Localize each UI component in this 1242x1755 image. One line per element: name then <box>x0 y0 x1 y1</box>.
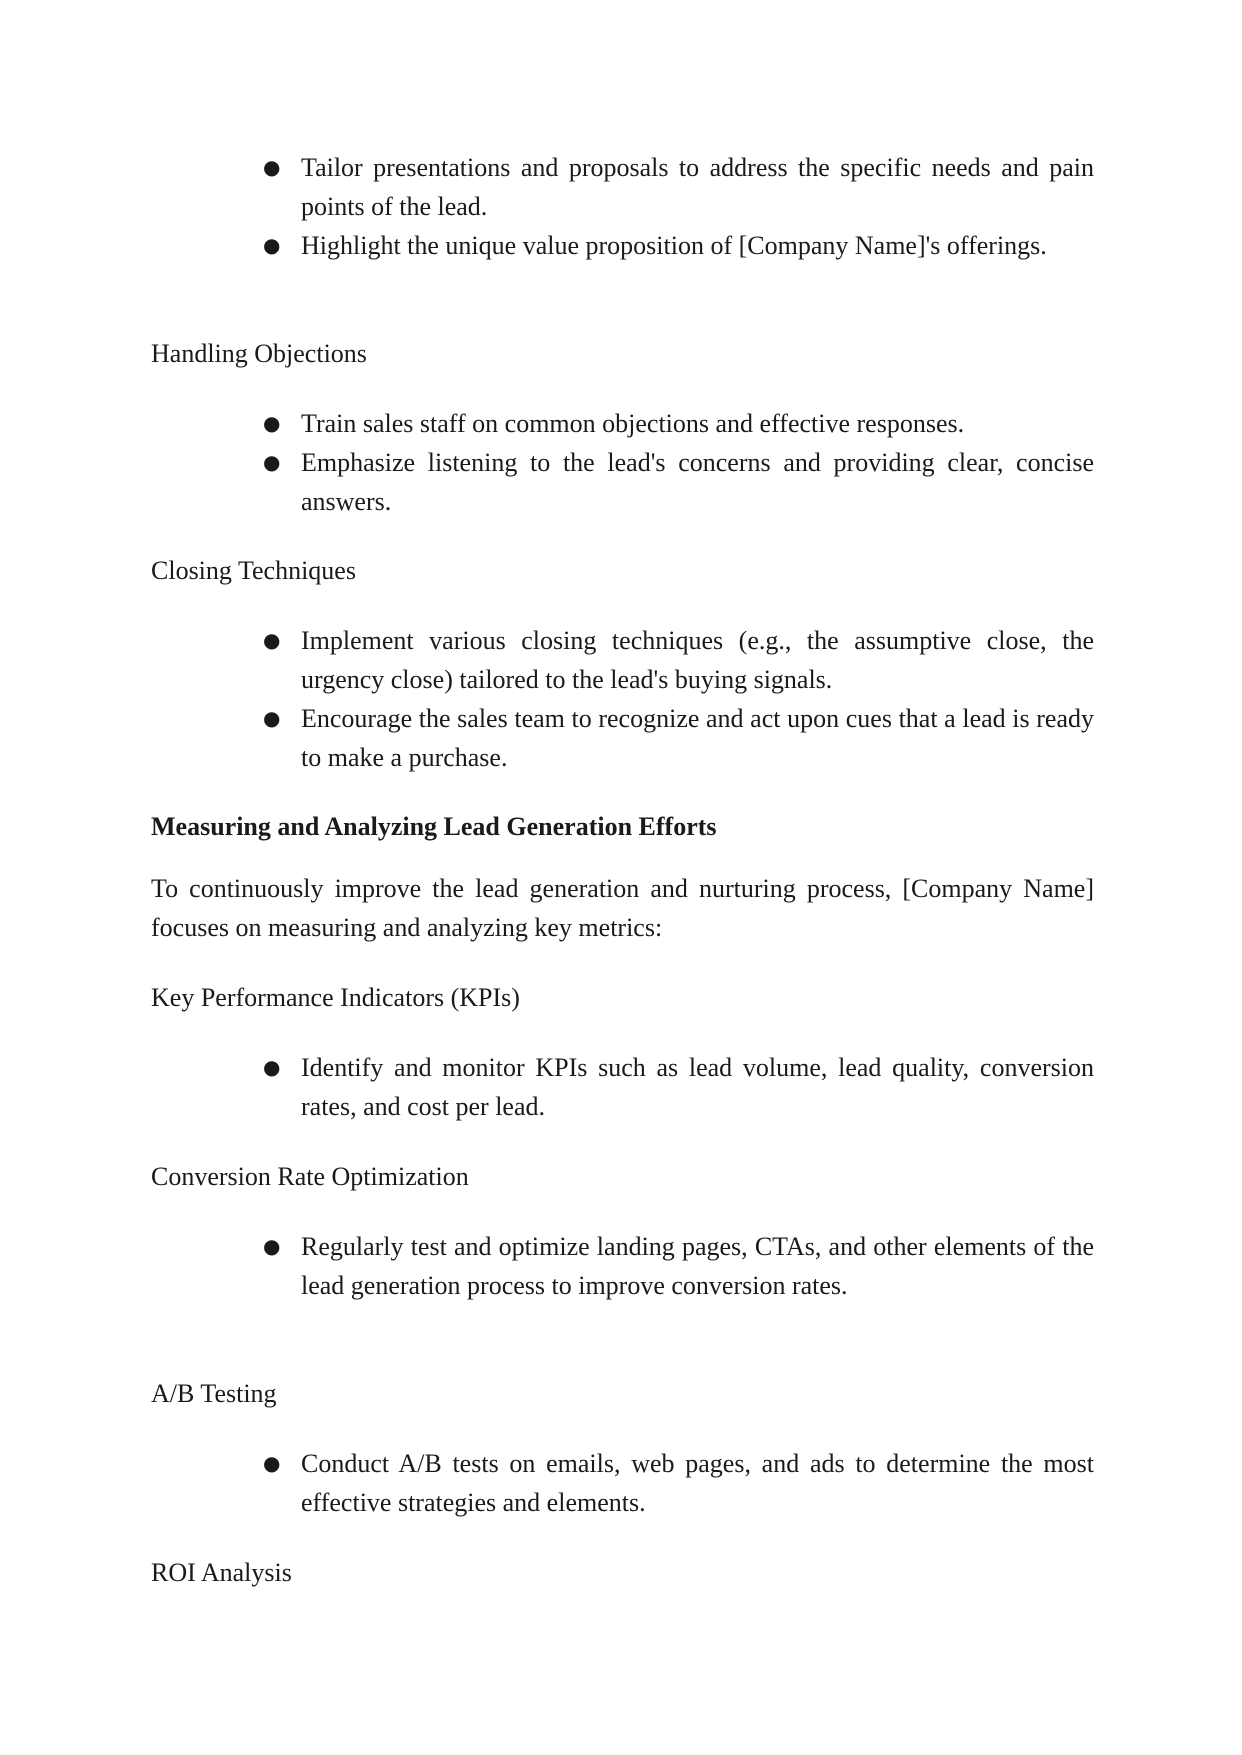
list-item <box>263 1048 1094 1126</box>
subheading-closing-techniques: Closing Techniques <box>151 556 356 585</box>
list-item-text: Identify and monitor KPIs such as lead volume, lead quality, conversion rates, and cost per lead. <box>301 1053 1094 1121</box>
list-item <box>263 1444 1094 1522</box>
list-item-text: Emphasize listening to the lead's concerns and providing clear, concise answers. <box>301 448 1094 516</box>
list-item-text: Implement various closing techniques (e.g., the assumptive close, the urgency close) tailored to the lead's buying signals. <box>301 626 1094 694</box>
bullet-icon: ● <box>263 411 281 435</box>
list-item-text: Train sales staff on common objections and effective responses. <box>301 409 965 438</box>
subheading-handling-objections: Handling Objections <box>151 339 367 368</box>
list-item <box>263 621 1094 699</box>
list-item <box>263 699 1094 777</box>
subheading-roi-analysis: ROI Analysis <box>151 1558 292 1587</box>
list-item <box>263 443 1094 521</box>
subheading-ab-testing: A/B Testing <box>151 1379 277 1408</box>
list-item-text: Tailor presentations and proposals to address the specific needs and pain points of the lead. <box>301 153 1094 221</box>
list-item <box>263 404 1094 443</box>
subheading-kpis: Key Performance Indicators (KPIs) <box>151 983 520 1012</box>
bullet-icon: ● <box>263 1451 281 1475</box>
bullet-list-tailoring <box>263 148 1094 265</box>
intro-paragraph: To continuously improve the lead generation and nurturing process, [Company Name] focuses on measuring and analyzing key metrics: <box>151 874 1094 942</box>
list-item-text: Encourage the sales team to recognize and act upon cues that a lead is ready to make a purchase. <box>301 704 1094 772</box>
subheading-conversion-rate-optimization: Conversion Rate Optimization <box>151 1162 469 1191</box>
bullet-icon: ● <box>263 1234 281 1258</box>
list-item-text: Conduct A/B tests on emails, web pages, and ads to determine the most effective strategies and elements. <box>301 1449 1094 1517</box>
list-item-text: Regularly test and optimize landing pages, CTAs, and other elements of the lead generation process to improve conversion rates. <box>301 1232 1094 1300</box>
bullet-list-cro <box>263 1227 1094 1305</box>
list-item <box>263 1227 1094 1305</box>
bullet-icon: ● <box>263 706 281 730</box>
bullet-list-closing <box>263 621 1094 777</box>
bullet-list-objections <box>263 404 1094 521</box>
bullet-icon: ● <box>263 155 281 179</box>
list-item-text: Highlight the unique value proposition of [Company Name]'s offerings. <box>301 231 1047 260</box>
bullet-icon: ● <box>263 233 281 257</box>
bullet-icon: ● <box>263 1055 281 1079</box>
list-item <box>263 148 1094 226</box>
list-item <box>263 226 1094 265</box>
bullet-icon: ● <box>263 628 281 652</box>
section-heading: Measuring and Analyzing Lead Generation Efforts <box>151 812 717 841</box>
bullet-icon: ● <box>263 450 281 474</box>
bullet-list-kpis <box>263 1048 1094 1126</box>
bullet-list-ab-testing <box>263 1444 1094 1522</box>
